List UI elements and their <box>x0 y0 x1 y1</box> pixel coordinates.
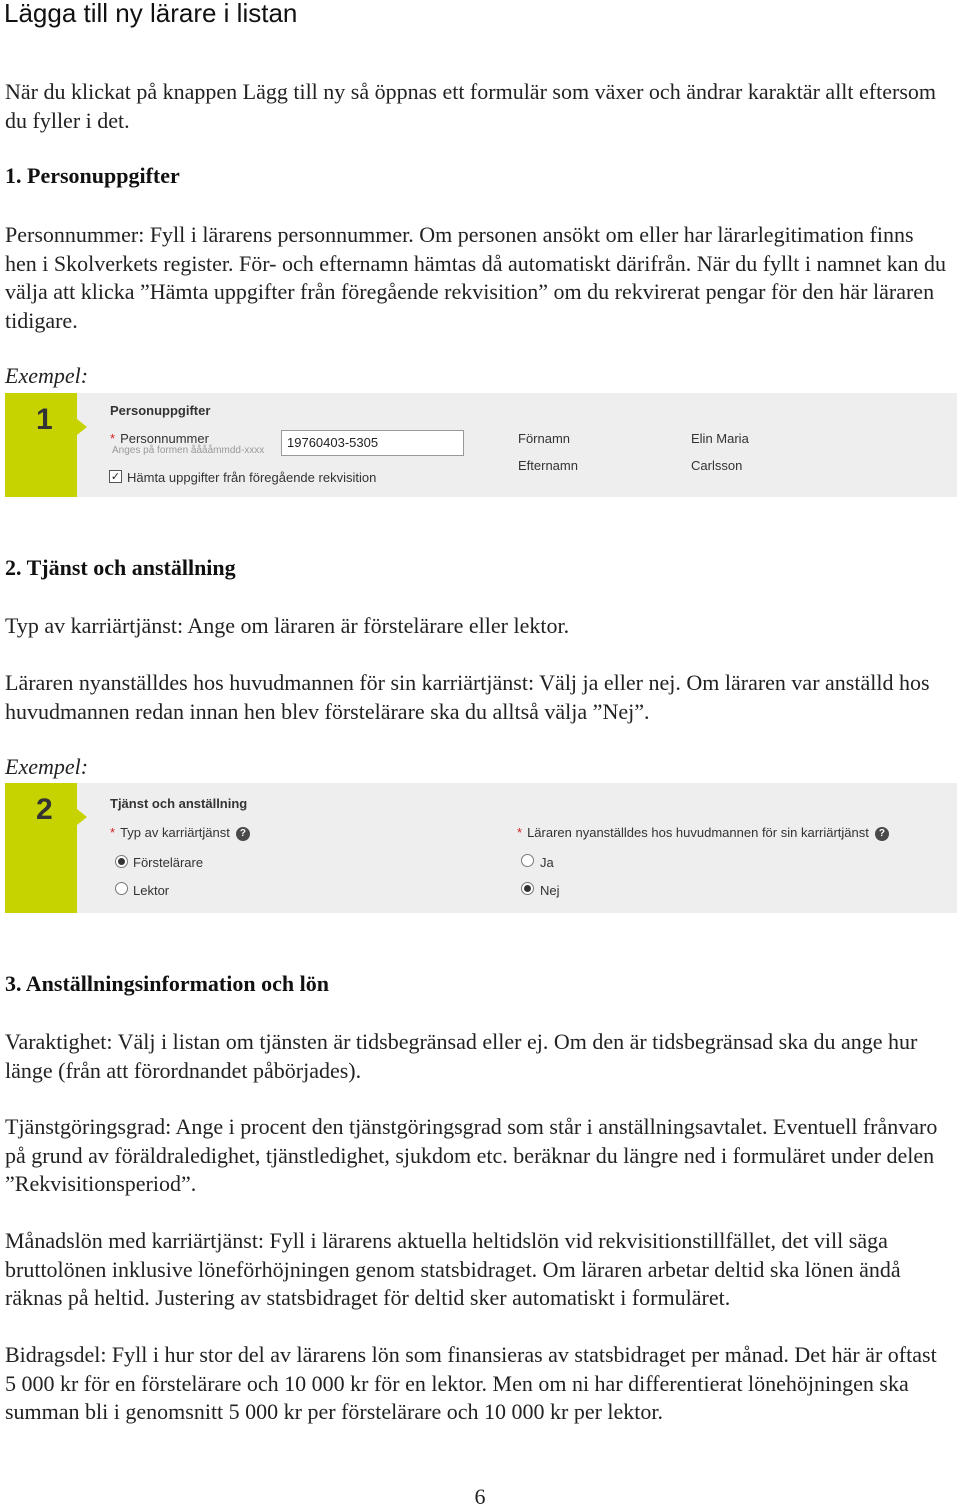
efternamn-label: Efternamn <box>518 458 578 473</box>
radio-forstelarare[interactable] <box>115 855 128 868</box>
section-1-text: Personnummer: Fyll i lärarens personnummer. Om personen ansökt om eller har lärarlegitimation finns hen i Skolverkets register. För- och efternamn hämtas då automatiskt därifrån. När du fyllt i namnet kan du välja att klicka ”Hämta uppgifter från föregående rekvisition” om du rekvirerat pengar för den här läraren tidigare. <box>5 222 947 333</box>
section-3-bidragsdel: Bidragsdel: Fyll i hur stor del av lärarens lön som finansieras av statsbidraget per månad. Det här är oftast 5 000 kr för en förstelärare och 10 000 kr för en lektor. Men om ni har differentierat lönehöjningen ska summan bli i genomsnitt 5 000 kr per förstelärare och 10 000 kr per lektor. <box>5 1342 937 1425</box>
section-3-manadslon: Månadslön med karriärtjänst: Fyll i lärarens aktuella heltidslön vid rekvisitionstillfället, det vill säga bruttolönen inklusive löneförhöjningen genom statsbidraget. Om läraren arbetar deltid ska lönen ändå räknas på heltid. Justering av statsbidraget för deltid sker automatiskt i formuläret. <box>5 1228 901 1311</box>
radio-ja[interactable] <box>521 854 534 867</box>
example-label-2: Exempel: <box>5 754 89 779</box>
example-1-panel <box>5 393 957 497</box>
radio-lektor[interactable] <box>115 882 128 895</box>
intro-paragraph: När du klickat på knappen Lägg till ny så öppnas ett formulär som växer och ändrar karaktär allt eftersom du fyller i det. <box>5 79 937 133</box>
fornamn-label: Förnamn <box>518 431 571 446</box>
karriartjanst-type-label <box>110 825 250 841</box>
fornamn-value: Elin Maria <box>691 431 749 446</box>
example-2-panel <box>5 783 957 913</box>
efternamn-value: Carlsson <box>691 458 743 473</box>
required-marker: * <box>517 825 523 840</box>
karriartjanst-type-label-text: Typ av karriärtjänst <box>120 825 230 840</box>
nyanstalld-label-text: Läraren nyanställdes hos huvudmannen för sin karriärtjänst <box>527 825 869 840</box>
radio-forstelarare-label: Förstelärare <box>133 855 204 870</box>
section-3-varaktighet: Varaktighet: Välj i listan om tjänsten är tidsbegränsad eller ej. Om den är tidsbegränsad ska du ange hur länge (från att förordnandet påbörjades). <box>5 1029 918 1083</box>
required-marker: * <box>110 825 116 840</box>
step-marker-1 <box>5 393 77 497</box>
personnummer-label-text: Personnummer <box>120 431 209 446</box>
section-3-heading: 3. Anställningsinformation och lön <box>5 971 329 996</box>
fetch-previous-label: Hämta uppgifter från föregående rekvisition <box>127 470 377 485</box>
page-title: Lägga till ny lärare i listan <box>4 0 298 28</box>
radio-nej-label: Nej <box>540 883 560 898</box>
step-marker-2 <box>5 783 77 913</box>
section-2-heading: 2. Tjänst och anställning <box>5 555 236 580</box>
section-3-tjanstgoringsgrad: Tjänstgöringsgrad: Ange i procent den tjänstgöringsgrad som står i anställningsavtalet. Eventuell frånvaro på grund av föräldraledighet, tjänstledighet, sjukdom etc. beräknar du längre ned i formuläret under delen ”Rekvisitionsperiod”. <box>5 1114 938 1197</box>
radio-nej[interactable] <box>521 882 534 895</box>
personnummer-input[interactable]: 19760403-5305 <box>281 430 464 456</box>
page-number: 6 <box>474 1484 486 1509</box>
personnummer-hint: Anges på formen ååååmmdd-xxxx <box>112 445 265 456</box>
nyanstalld-label <box>517 825 889 841</box>
section-2-text-2: Läraren nyanställdes hos huvudmannen för sin karriärtjänst: Välj ja eller nej. Om läraren var anställd hos huvudmannen redan innan hen blev förstelärare ska du alltså välja ”Nej”. <box>5 670 930 724</box>
section-1-heading: 1. Personuppgifter <box>5 163 180 188</box>
example-label-1: Exempel: <box>5 363 89 388</box>
personnummer-label <box>110 431 209 446</box>
fetch-previous-checkbox[interactable]: ✓ <box>110 470 121 483</box>
step-number-1: 1 <box>36 403 53 436</box>
step-marker-arrow <box>77 419 87 435</box>
panel-title-tjanst: Tjänst och anställning <box>110 796 248 811</box>
help-icon[interactable]: ? <box>875 827 889 841</box>
section-2-text-1: Typ av karriärtjänst: Ange om läraren är förstelärare eller lektor. <box>5 613 570 638</box>
help-icon[interactable]: ? <box>236 827 250 841</box>
panel-title-personuppgifter: Personuppgifter <box>110 403 211 418</box>
step-marker-arrow <box>77 809 87 825</box>
radio-ja-label: Ja <box>540 855 554 870</box>
radio-lektor-label: Lektor <box>133 883 170 898</box>
step-number-2: 2 <box>36 793 53 826</box>
required-marker: * <box>110 431 116 446</box>
